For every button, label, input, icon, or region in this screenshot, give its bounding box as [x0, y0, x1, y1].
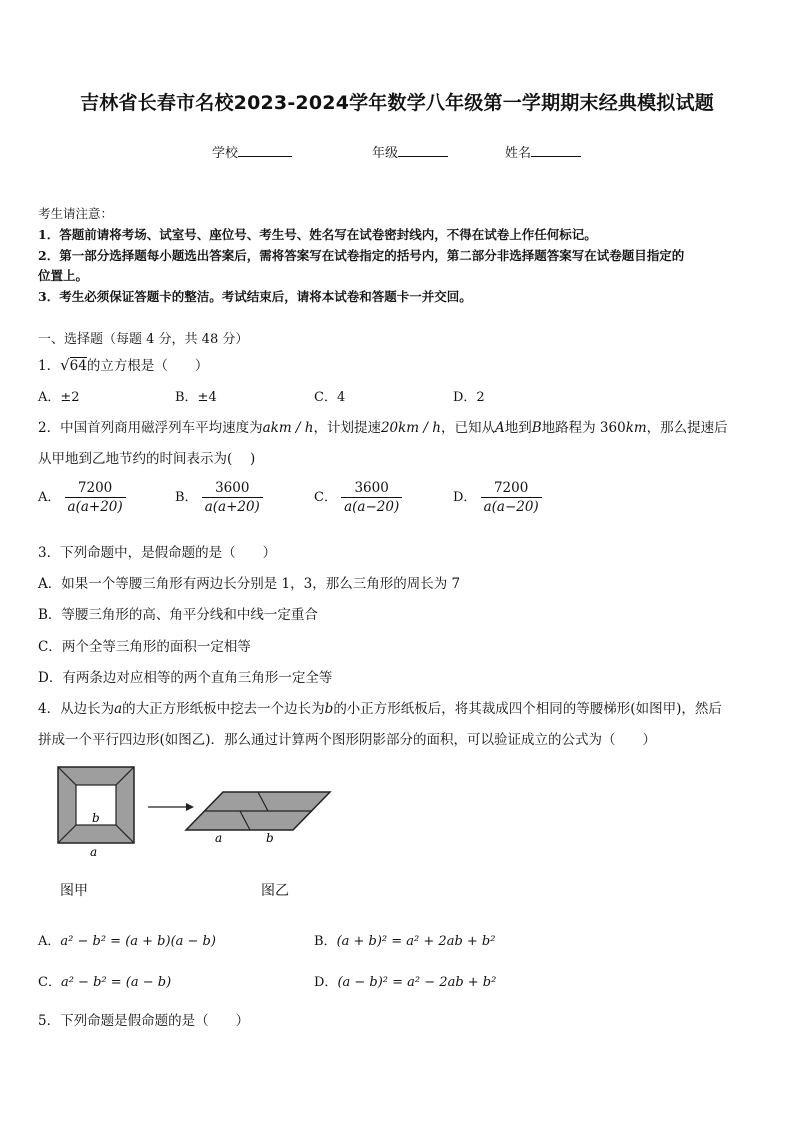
formula: a² − b² = (a + b)(a − b) — [60, 934, 216, 949]
option-label: B． — [175, 490, 198, 505]
name-field — [505, 142, 581, 161]
notice-item: 1．答题前请将考场、试室号、座位号、考生号、姓名写在试卷密封线内，不得在试卷上作任何标记。 — [38, 227, 597, 242]
parallelogram-figure — [186, 792, 330, 845]
speed-expr: akm / h — [262, 420, 314, 436]
numerator: 3600 — [215, 480, 250, 496]
school-blank — [238, 143, 292, 157]
question-4 — [38, 697, 722, 717]
formula: (a + b)² = a² + 2ab + b² — [336, 934, 496, 949]
q4-text: 4．从边长为 — [38, 701, 115, 717]
name-label: 姓名 — [505, 146, 532, 161]
question-1 — [38, 354, 208, 374]
q4-text: 的小正方形纸板后，将其裁成四个相同的等腰梯形(如图甲)，然后 — [333, 701, 722, 717]
school-label: 学校 — [212, 146, 239, 161]
numerator: 7200 — [493, 480, 529, 496]
fraction — [65, 480, 126, 515]
caption-figure-b: 图乙 — [261, 883, 289, 899]
option-label: D． — [314, 975, 338, 990]
name-blank — [531, 143, 581, 157]
question-text: 的立方根是（ ） — [86, 358, 209, 374]
q3-option-c[interactable]: C．两个全等三角形的面积一定相等 — [38, 639, 251, 655]
denominator: a(a−20) — [341, 497, 402, 515]
q1-option-c[interactable]: C．4 — [314, 390, 346, 405]
var-b: b — [324, 701, 334, 717]
option-label: A． — [38, 490, 61, 505]
q1-option-d[interactable]: D．2 — [453, 390, 485, 405]
label-a: a — [215, 831, 223, 845]
q2-option-c[interactable] — [314, 480, 402, 515]
option-label: A． — [38, 934, 61, 949]
q2-text: 地路程为 360 — [541, 420, 626, 436]
var-a: a — [114, 701, 123, 717]
denominator: a(a−20) — [481, 497, 542, 515]
fraction — [202, 480, 263, 515]
notice-heading: 考生请注意： — [38, 206, 114, 221]
label-b: b — [92, 811, 100, 825]
formula: a² − b² = (a − b) — [60, 975, 172, 990]
option-label: D． — [453, 490, 477, 505]
q3-option-a[interactable]: A．如果一个等腰三角形有两边长分别是 1，3，那么三角形的周长为 7 — [38, 576, 461, 592]
q2-option-a[interactable] — [38, 480, 126, 515]
option-label: C． — [314, 490, 337, 505]
q4-option-a[interactable] — [38, 930, 216, 949]
q2-option-b[interactable] — [175, 480, 263, 515]
q4-line2: 拼成一个平行四边形(如图乙)．那么通过计算两个图形阴影部分的面积，可以验证成立的公式为（ ） — [38, 732, 657, 748]
q2-text: ，那么提速后 — [646, 420, 728, 436]
grade-label: 年级 — [372, 146, 399, 161]
denominator: a(a+20) — [65, 497, 126, 515]
increase-expr: 20km / h — [380, 420, 441, 436]
caption-figure-a: 图甲 — [60, 883, 88, 899]
q2-line2: 从甲地到乙地节约的时间表示为( ) — [38, 451, 256, 467]
q3-option-b[interactable]: B．等腰三角形的高、角平分线和中线一定重合 — [38, 607, 318, 623]
q1-option-a[interactable]: A．±2 — [38, 390, 80, 405]
q4-option-d[interactable] — [314, 971, 496, 990]
question-2 — [38, 416, 728, 436]
school-field — [212, 142, 292, 161]
notice-item: 3．考生必须保证答题卡的整洁。考试结束后，请将本试卷和答题卡一并交回。 — [38, 289, 472, 304]
option-label: B． — [314, 934, 337, 949]
label-a: a — [90, 845, 98, 859]
numerator: 7200 — [77, 480, 113, 496]
formula: (a − b)² = a² − 2ab + b² — [337, 975, 497, 990]
point-b: B — [531, 420, 542, 436]
arrow-icon — [148, 803, 194, 811]
numerator: 3600 — [354, 480, 389, 496]
q2-text: ，已知从 — [440, 420, 495, 436]
q2-text: 2．中国首列商用磁浮列车平均速度为 — [38, 420, 263, 436]
q1-option-b[interactable]: B．±4 — [175, 390, 217, 405]
section-heading: 一、选择题（每题 4 分，共 48 分） — [38, 332, 249, 347]
grade-field — [372, 142, 448, 161]
square-figure — [58, 767, 134, 859]
q4-option-c[interactable] — [38, 971, 171, 990]
q4-option-b[interactable] — [314, 930, 495, 949]
exam-title: 吉林省长春市名校2023-2024学年数学八年级第一学期期末经典模拟试题 — [80, 92, 714, 114]
sqrt-icon: √ — [60, 356, 70, 374]
radicand: 64 — [69, 358, 87, 374]
fraction — [341, 480, 402, 515]
option-label: C． — [38, 975, 61, 990]
notice-item: 位置上。 — [38, 268, 89, 283]
q4-text: 的大正方形纸板中挖去一个边长为 — [122, 701, 325, 717]
q3-option-d[interactable]: D．有两条边对应相等的两个直角三角形一定全等 — [38, 670, 333, 686]
figure-q4 — [50, 762, 340, 862]
question-number: 1． — [38, 358, 61, 374]
q2-text: 地到 — [504, 420, 532, 436]
label-b: b — [266, 831, 274, 845]
notice-item: 2．第一部分选择题每小题选出答案后，需将答案写在试卷指定的括号内，第二部分非选择题答案写在试卷题目指定的 — [38, 248, 685, 263]
unit: km — [625, 420, 647, 436]
question-5: 5．下列命题是假命题的是（ ） — [38, 1013, 250, 1029]
fraction — [481, 480, 542, 515]
question-3: 3．下列命题中，是假命题的是（ ） — [38, 545, 277, 561]
q2-text: ，计划提速 — [313, 420, 381, 436]
q2-option-d[interactable] — [453, 480, 542, 515]
denominator: a(a+20) — [202, 497, 263, 515]
grade-blank — [398, 143, 448, 157]
point-a: A — [494, 420, 505, 436]
